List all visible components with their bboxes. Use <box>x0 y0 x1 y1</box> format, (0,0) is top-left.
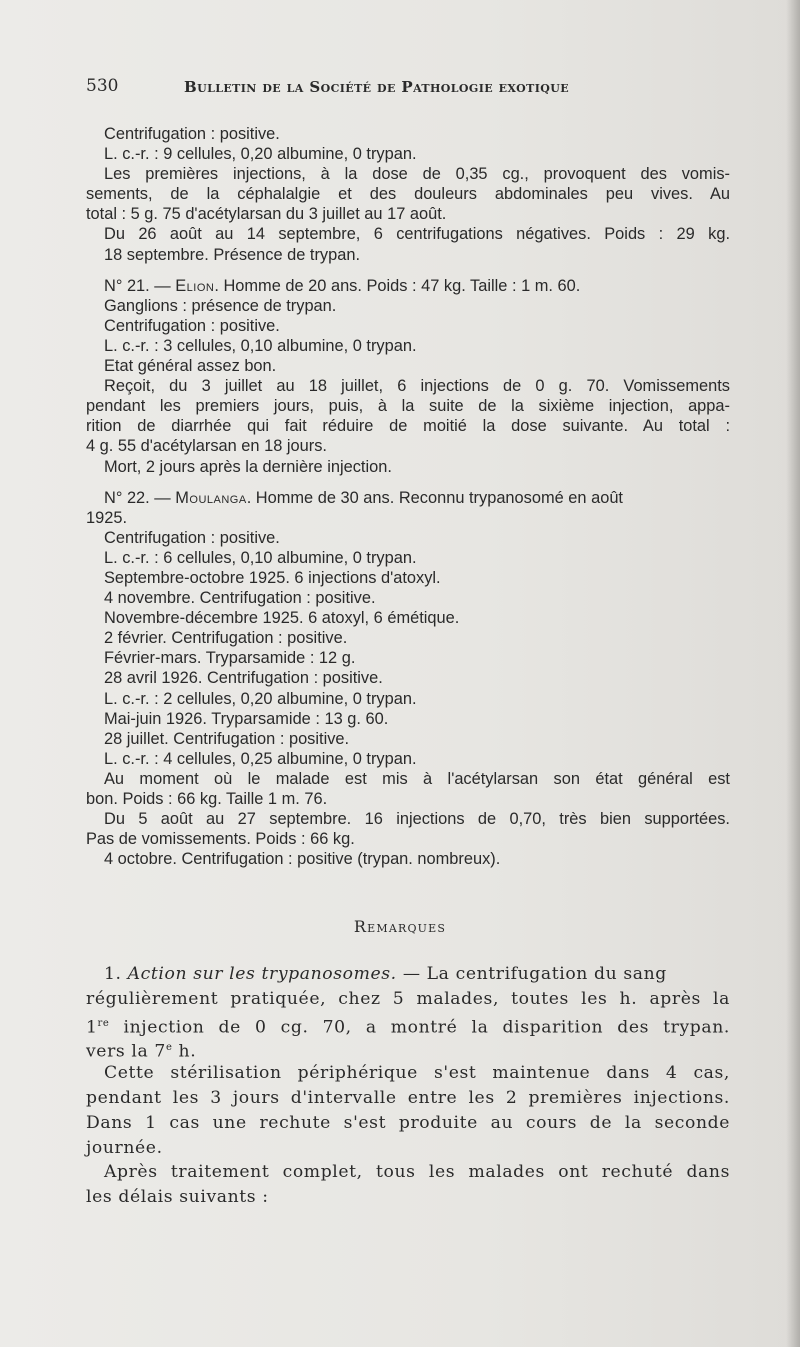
case-details: . Homme de 20 ans. Poids : 47 kg. Taille : 1 m. 60. <box>214 276 581 295</box>
text-line: total : 5 g. 75 d'acétylarsan du 3 juillet au 17 août. <box>86 205 447 224</box>
ordinal: 1 <box>86 1017 98 1037</box>
text-line: Février-mars. Tryparsamide : 12 g. <box>104 649 356 668</box>
patient-name: Elion <box>175 276 215 295</box>
text-line: 4 octobre. Centrifugation : positive (trypan. nombreux). <box>104 850 501 869</box>
text-fragment: injection de 0 cg. 70, a montré la disparition des trypan. <box>109 1017 730 1037</box>
text-fragment: h. <box>172 1042 197 1063</box>
text-line: Du 5 août au 27 septembre. 16 injections de 0,70, très bien supportées. <box>104 810 730 829</box>
text-line: Au moment où le malade est mis à l'acétylarsan son état général est <box>104 769 730 788</box>
text-line: journée. <box>86 1137 163 1158</box>
text-line: Cette stérilisation périphérique s'est maintenue dans 4 cas, <box>104 1063 730 1084</box>
text-line: 28 juillet. Centrifugation : positive. <box>104 729 350 748</box>
text-line: Novembre-décembre 1925. 6 atoxyl, 6 émétique. <box>104 609 460 628</box>
text-line: Reçoit, du 3 juillet au 18 juillet, 6 injections de 0 g. 70. Vomissements <box>104 377 730 396</box>
text-fragment: vers la 7 <box>86 1042 166 1063</box>
text-line: bon. Poids : 66 kg. Taille 1 m. 76. <box>86 790 328 808</box>
text-line: Pas de vomissements. Poids : 66 kg. <box>86 830 355 849</box>
case-details: . Homme de 30 ans. Reconnu trypanosomé en août <box>246 488 623 507</box>
remark-number: 1. <box>104 964 128 984</box>
text-line: Du 26 août au 14 septembre, 6 centrifugations négatives. Poids : 29 kg. <box>104 225 730 244</box>
text-line: pendant les premiers jours, puis, à la suite de la sixième injection, appa- <box>86 397 730 416</box>
text-line: rition de diarrhée qui fait réduire de moitié la dose suivante. Au total : <box>86 417 730 436</box>
page-edge-shadow <box>786 0 800 1347</box>
text-line: 18 septembre. Présence de trypan. <box>104 245 361 264</box>
page-number: 530 <box>86 76 119 96</box>
text-line: les délais suivants : <box>86 1187 269 1208</box>
remarks-body <box>86 962 730 1210</box>
running-header <box>86 76 736 102</box>
text-line: pendant les 3 jours d'intervalle entre les 2 premières injections. <box>86 1087 730 1108</box>
text-line: Après traitement complet, tous les malades ont rechuté dans <box>104 1162 730 1183</box>
case-number: N° 21. — <box>104 276 176 295</box>
text-line: L. c.-r. : 4 cellules, 0,25 albumine, 0 trypan. <box>104 749 417 768</box>
case-number: N° 22. — <box>104 488 176 507</box>
case-21-heading <box>86 276 730 296</box>
text-line: Etat général assez bon. <box>104 357 277 376</box>
text-line: Centrifugation : positive. <box>104 528 280 547</box>
patient-name: Moulanga <box>175 488 247 507</box>
text-line: Les premières injections, à la dose de 0,35 cg., provoquent des vomis- <box>104 165 730 184</box>
text-line: Centrifugation : positive. <box>104 125 280 143</box>
text-line: L. c.-r. : 3 cellules, 0,10 albumine, 0 trypan. <box>104 336 417 355</box>
superscript: e <box>165 1042 173 1054</box>
text-line: Dans 1 cas une rechute s'est produite au cours de la seconde <box>86 1112 730 1133</box>
section-heading-remarques: Remarques <box>353 917 447 936</box>
remark-text: — La centrifugation du sang <box>396 964 667 984</box>
text-line: L. c.-r. : 6 cellules, 0,10 albumine, 0 trypan. <box>104 548 417 567</box>
text-line: régulièrement pratiquée, chez 5 malades, toutes les h. après la <box>86 988 730 1009</box>
text-line: Centrifugation : positive. <box>104 316 280 335</box>
remark-title: Action sur les trypanosomes. <box>127 964 397 984</box>
text-line: L. c.-r. : 9 cellules, 0,20 albumine, 0 trypan. <box>104 145 417 164</box>
text-line: Mort, 2 jours après la dernière injection. <box>104 457 392 476</box>
text-line: 4 novembre. Centrifugation : positive. <box>104 589 376 608</box>
superscript: re <box>97 1017 110 1029</box>
remark-1-line <box>86 962 730 987</box>
text-line: Ganglions : présence de trypan. <box>104 296 337 315</box>
text-line: 4 g. 55 d'acétylarsan en 18 jours. <box>86 437 327 456</box>
case-records <box>86 124 730 869</box>
text-line: 1925. <box>86 508 128 527</box>
text-line <box>86 1012 730 1037</box>
text-line: Septembre-octobre 1925. 6 injections d'atoxyl. <box>104 568 441 587</box>
text-line: Mai-juin 1926. Tryparsamide : 13 g. 60. <box>104 709 389 728</box>
text-line <box>86 1036 730 1061</box>
text-line: sements, de la céphalalgie et des douleurs abdominales peu vives. Au <box>86 185 730 204</box>
text-line: 2 février. Centrifugation : positive. <box>104 629 348 648</box>
text-line: 28 avril 1926. Centrifugation : positive. <box>104 669 383 688</box>
case-22-heading <box>86 488 730 508</box>
journal-title: Bulletin de la Société de Pathologie exotique <box>184 78 570 96</box>
text-line: L. c.-r. : 2 cellules, 0,20 albumine, 0 trypan. <box>104 689 417 708</box>
